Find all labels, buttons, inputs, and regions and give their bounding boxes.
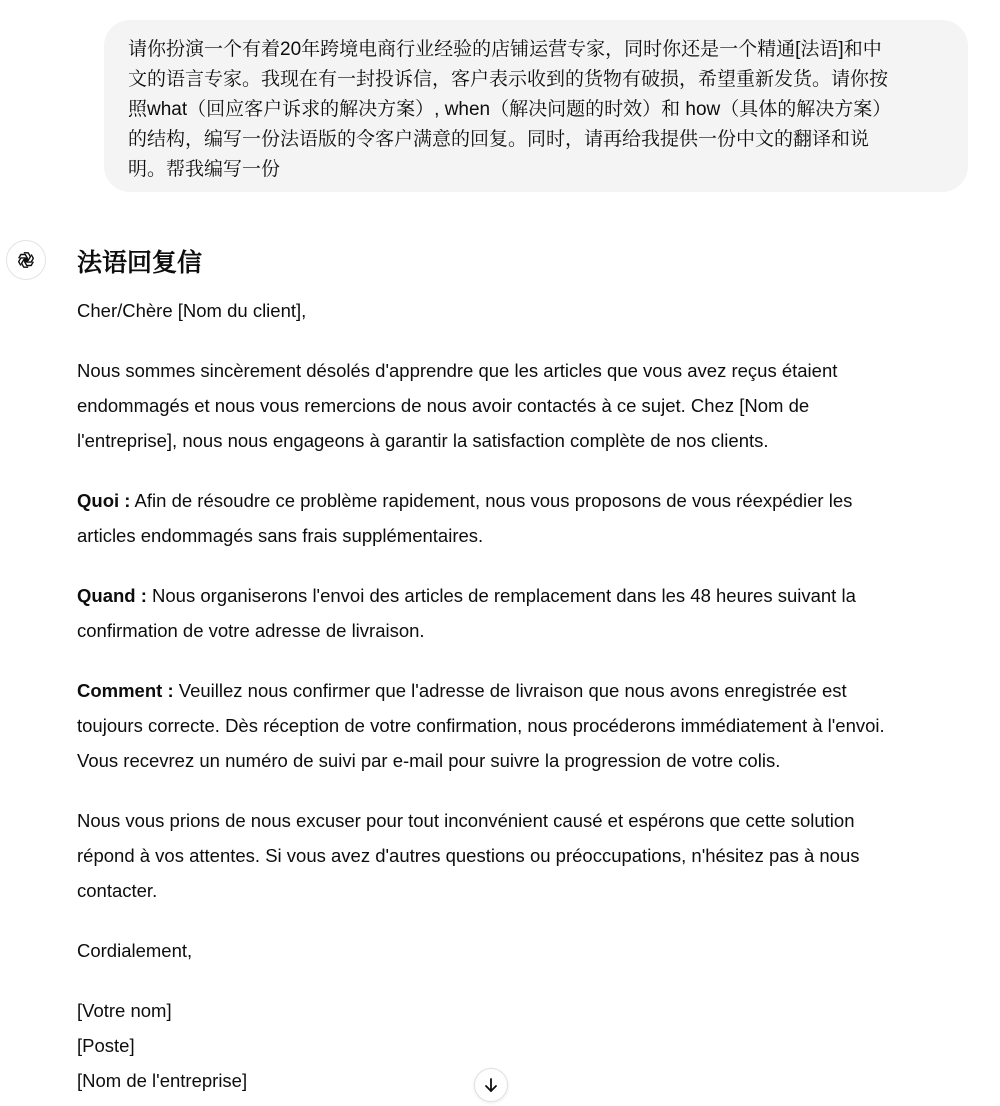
user-message-line: 文的语言专家。我现在有一封投诉信，客户表示收到的货物有破损，希望重新发货。请你按 [128,69,889,90]
paragraph-line: articles endommagés sans frais supplémentaires. [77,525,484,546]
user-message-line: 明。帮我编写一份 [128,159,281,180]
paragraph-line: Vous recevrez un numéro de suivi par e-mail pour suivre la progression de votre colis. [77,750,781,771]
quoi-label: Quoi : [77,490,131,511]
assistant-avatar [6,240,46,280]
user-message-bubble [104,20,968,192]
paragraph-line: répond à vos attentes. Si vous avez d'autres questions ou préoccupations, n'hésitez pas à nous [77,845,860,866]
arrow-down-icon [482,1076,500,1094]
signature-line: [Votre nom] [77,1000,172,1021]
paragraph-line: endommagés et nous vous remercions de nous avoir contactés à ce sujet. Chez [Nom de [77,395,810,416]
paragraph-line: l'entreprise], nous nous engageons à garantir la satisfaction complète de nos clients. [77,430,769,451]
quand-label: Quand : [77,585,147,606]
paragraph-line [77,673,885,708]
intro-paragraph [77,353,837,458]
response-heading: 法语回复信 [77,249,203,277]
scroll-to-bottom-button[interactable] [474,1068,508,1102]
quand-paragraph [77,578,856,648]
signoff-text: Cordialement, [77,940,193,961]
signature-block [77,993,247,1098]
signoff [77,933,192,968]
paragraph-line: contacter. [77,880,158,901]
openai-logo-icon [14,248,38,272]
signature-line: [Poste] [77,1035,135,1056]
paragraph-line [77,578,856,613]
paragraph-line: Nous sommes sincèrement désolés d'apprendre que les articles que vous avez reçus étaient [77,360,838,381]
paragraph-line: Nous vous prions de nous excuser pour tout inconvénient causé et espérons que cette solution [77,810,855,831]
closing-paragraph [77,803,860,908]
paragraph-line: toujours correcte. Dès réception de votre confirmation, nous procéderons immédiatement à l'envoi. [77,715,885,736]
quoi-text: Afin de résoudre ce problème rapidement, nous vous proposons de vous réexpédier les [130,490,853,511]
comment-text: Veuillez nous confirmer que l'adresse de livraison que nous avons enregistrée est [173,680,847,701]
user-message-line: 请你扮演一个有着20年跨境电商行业经验的店铺运营专家，同时你还是一个精通[法语]和中 [128,39,882,60]
signature-line: [Nom de l'entreprise] [77,1070,248,1091]
paragraph-line: confirmation de votre adresse de livraison. [77,620,425,641]
greeting-text: Cher/Chère [Nom du client], [77,300,307,321]
user-message-line: 的结构，编写一份法语版的令客户满意的回复。同时，请再给我提供一份中文的翻译和说 [128,129,870,150]
comment-label: Comment : [77,680,174,701]
user-message-line: 照what（回应客户诉求的解决方案）, when（解决问题的时效）和 how（具体的解决方案） [128,99,892,120]
paragraph-line [77,483,852,518]
quand-text: Nous organiserons l'envoi des articles de remplacement dans les 48 heures suivant la [146,585,856,606]
quoi-paragraph [77,483,852,553]
greeting [77,293,306,328]
comment-paragraph [77,673,885,778]
